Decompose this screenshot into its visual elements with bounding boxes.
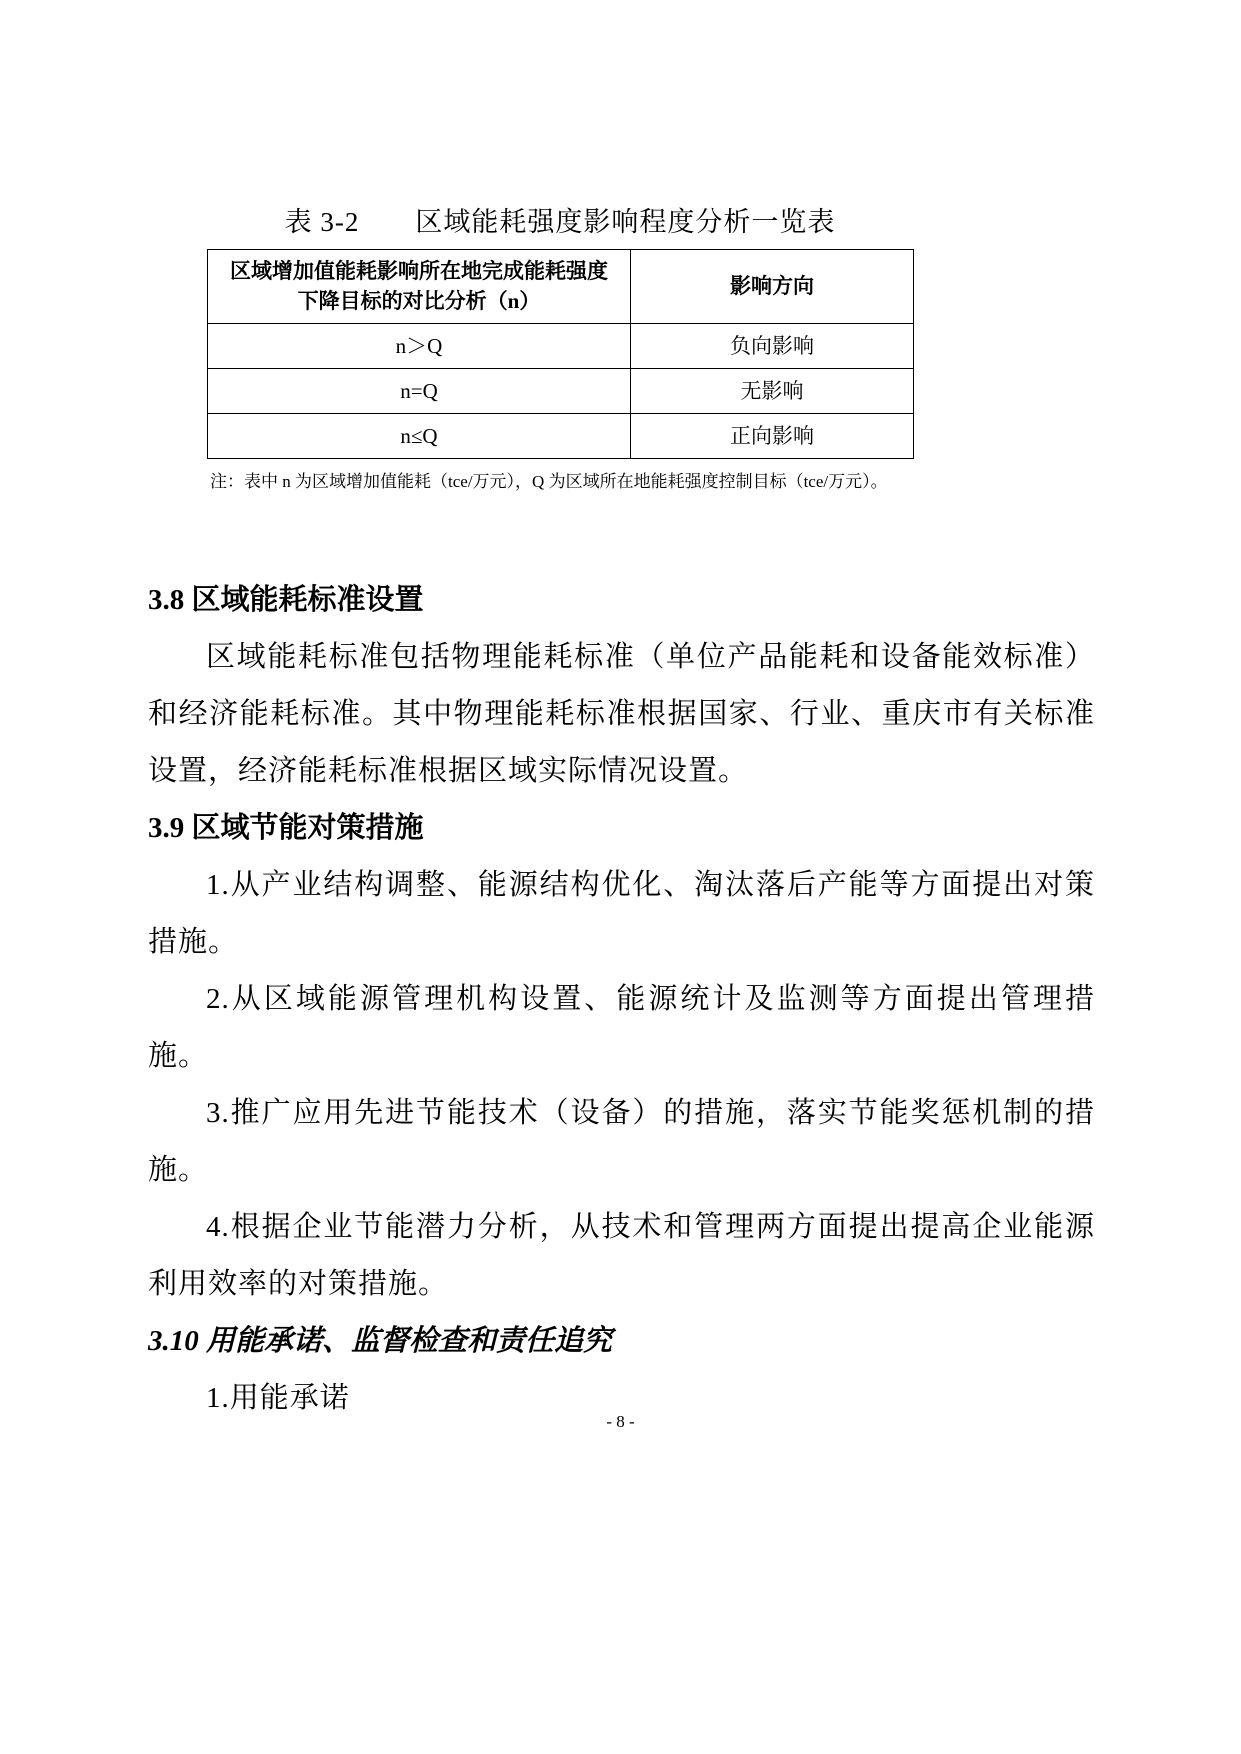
document-body xyxy=(148,572,1095,1427)
paragraph: 2.从区域能源管理机构设置、能源统计及监测等方面提出管理措施。 xyxy=(148,983,1095,1073)
paragraph: 1.用能承诺 xyxy=(206,1382,350,1415)
table-row xyxy=(208,323,914,368)
paragraph: 4.根据企业节能潜力分析，从技术和管理两方面提出提高企业能源利用效率的对策措施。 xyxy=(148,1211,1095,1301)
table-block xyxy=(207,200,913,459)
paragraph: 区域能耗标准包括物理能耗标准（单位产品能耗和设备能效标准）和经济能耗标准。其中物理能耗标准根据国家、行业、重庆市有关标准设置，经济能耗标准根据区域实际情况设置。 xyxy=(148,641,1095,788)
paragraph: 3.推广应用先进节能技术（设备）的措施，落实节能奖惩机制的措施。 xyxy=(148,1097,1095,1187)
table-row xyxy=(208,413,914,458)
analysis-table xyxy=(207,249,914,459)
section-heading-3-8: 3.8 区域能耗标准设置 xyxy=(148,584,424,617)
table-title: 表 3-2 区域能耗强度影响程度分析一览表 xyxy=(284,207,836,237)
table-note: 注：表中 n 为区域增加值能耗（tce/万元），Q 为区域所在地能耗强度控制目标（tce/万元）。 xyxy=(210,471,888,491)
table-header-direction: 影响方向 xyxy=(631,250,914,324)
table-cell-condition: n≤Q xyxy=(208,413,631,458)
table-cell-condition: n＞Q xyxy=(208,323,631,368)
section-heading-3-9: 3.9 区域节能对策措施 xyxy=(148,812,424,845)
document-page xyxy=(148,200,1095,1427)
table-cell-effect: 无影响 xyxy=(631,368,914,413)
table-cell-condition: n=Q xyxy=(208,368,631,413)
table-header-analysis: 区域增加值能耗影响所在地完成能耗强度下降目标的对比分析（n） xyxy=(208,250,631,324)
page-number: - 8 - xyxy=(606,1412,635,1431)
table-cell-effect: 正向影响 xyxy=(631,413,914,458)
table-header-row xyxy=(208,250,914,324)
table-row xyxy=(208,368,914,413)
paragraph: 1.从产业结构调整、能源结构优化、淘汰落后产能等方面提出对策措施。 xyxy=(148,869,1095,959)
section-heading-3-10: 3.10 用能承诺、监督检查和责任追究 xyxy=(148,1325,613,1358)
table-cell-effect: 负向影响 xyxy=(631,323,914,368)
